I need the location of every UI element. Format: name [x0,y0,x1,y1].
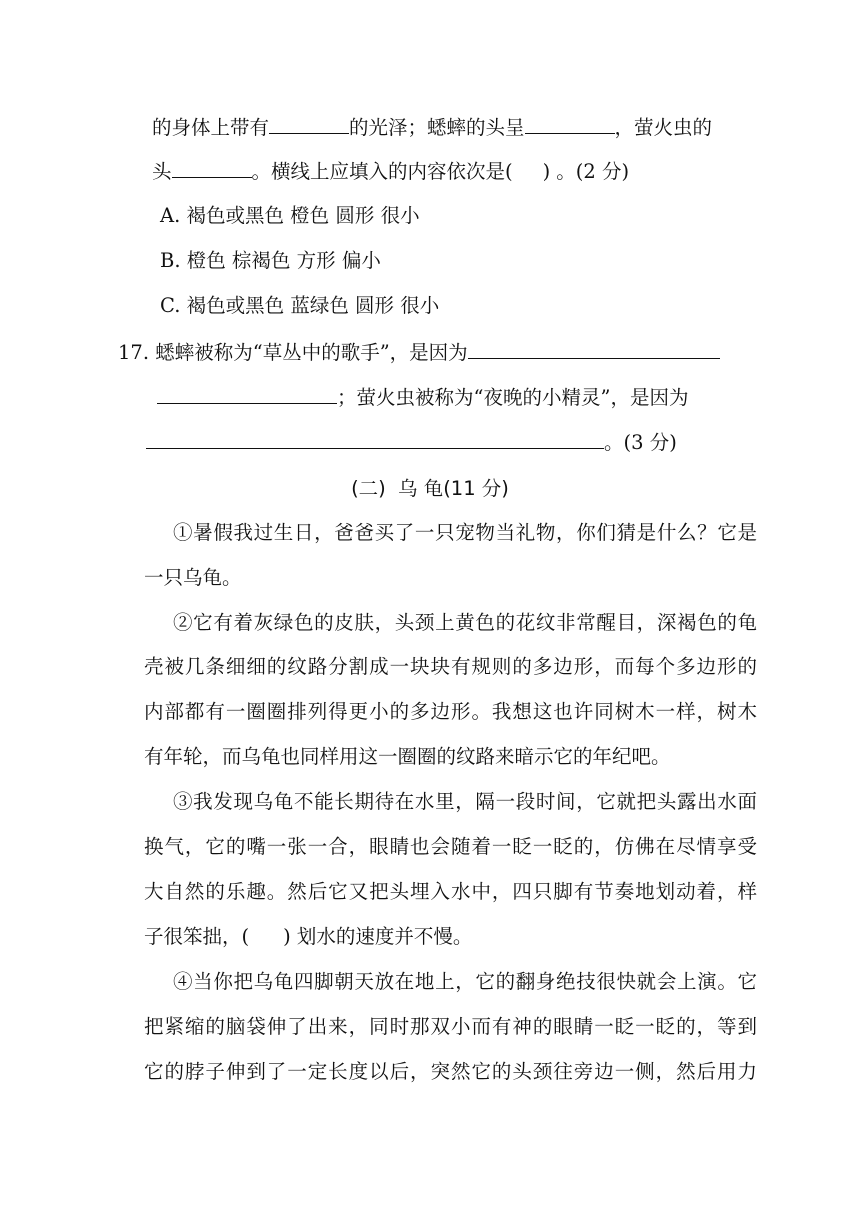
option-text: 橙色 棕褐色 方形 偏小 [186,249,381,272]
q16-text: ，萤火虫的 [614,116,713,139]
option-text: 褐色或黑色 橙色 圆形 很小 [186,204,420,227]
q17-score: 。(3 分) [604,431,677,454]
option-letter: A. [160,204,181,227]
answer-blank[interactable] [269,115,349,134]
section-score: (11 分) [443,477,509,500]
q16-text: 头 [152,160,172,183]
q16-text: ) [542,160,551,183]
passage-line: 有年轮，而乌龟也同样用这一圈圈的纹路来暗示它的年纪吧。 [144,745,671,768]
passage-line: ④当你把乌龟四脚朝天放在地上，它的翻身绝技很快就会上演。它 [173,970,757,993]
passage-line: 它的脖子伸到了一定长度以后，突然它的头颈往旁边一侧，然后用力 [144,1060,757,1083]
q16-line-1 [152,114,712,142]
q16-option-a[interactable] [160,202,420,230]
passage-line: 把紧缩的脑袋伸了出来，同时那双小而有神的眼睛一眨一眨的，等到 [144,1015,757,1038]
passage-line: ①暑假我过生日，爸爸买了一只宠物当礼物，你们猜是什么？它是 [173,521,757,544]
passage-line: 壳被几条细细的纹路分割成一块块有规则的多边形，而每个多边形的 [144,655,757,678]
option-letter: B. [160,249,181,272]
passage-line: 一只乌龟。 [144,566,242,589]
answer-blank[interactable] [157,385,337,404]
passage-line [144,923,472,951]
q16-option-b[interactable] [160,247,381,275]
q16-option-c[interactable] [160,292,439,320]
section-number: (二) [351,477,386,500]
answer-blank[interactable] [146,430,604,449]
option-text: 褐色或黑色 蓝绿色 圆形 很小 [186,294,440,317]
section-name: 乌 龟 [397,477,444,500]
q17-text: 蟋蟀被称为“草丛中的歌手”，是因为 [155,341,468,364]
q16-text: 的身体上带有 [152,116,270,139]
q16-line-2 [152,158,629,186]
passage-line: ②它有着灰绿色的皮肤，头颈上黄色的花纹非常醒目，深褐色的龟 [173,611,757,634]
answer-blank[interactable] [525,115,615,134]
answer-blank[interactable] [172,159,252,178]
question-number: 17. [118,341,150,364]
q16-text: 的光泽；蟋蟀的头呈 [349,116,525,139]
passage-text: ) 划水的速度并不慢。 [283,925,473,948]
q17-line-3 [146,429,677,457]
option-letter: C. [160,294,181,317]
q16-text: 。横线上应填入的内容依次是( [251,160,513,183]
q16-score: 。(2 分) [556,160,630,183]
q17-line-1 [118,339,720,367]
answer-blank[interactable] [468,340,720,359]
q17-line-2 [157,384,688,412]
passage-text: 子很笨拙，( [144,925,250,948]
section-title [0,475,860,503]
passage-line: ③我发现乌龟不能长期待在水里，隔一段时间，它就把头露出水面 [173,790,757,813]
passage-line: 内部都有一圈圈排列得更小的多边形。我想这也许同树木一样，树木 [144,700,757,723]
q17-text: ；萤火虫被称为“夜晚的小精灵”，是因为 [337,386,689,409]
passage-line: 大自然的乐趣。然后它又把头埋入水中，四只脚有节奏地划动着，样 [144,880,757,903]
passage-line: 换气，它的嘴一张一合，眼睛也会随着一眨一眨的，仿佛在尽情享受 [144,835,757,858]
